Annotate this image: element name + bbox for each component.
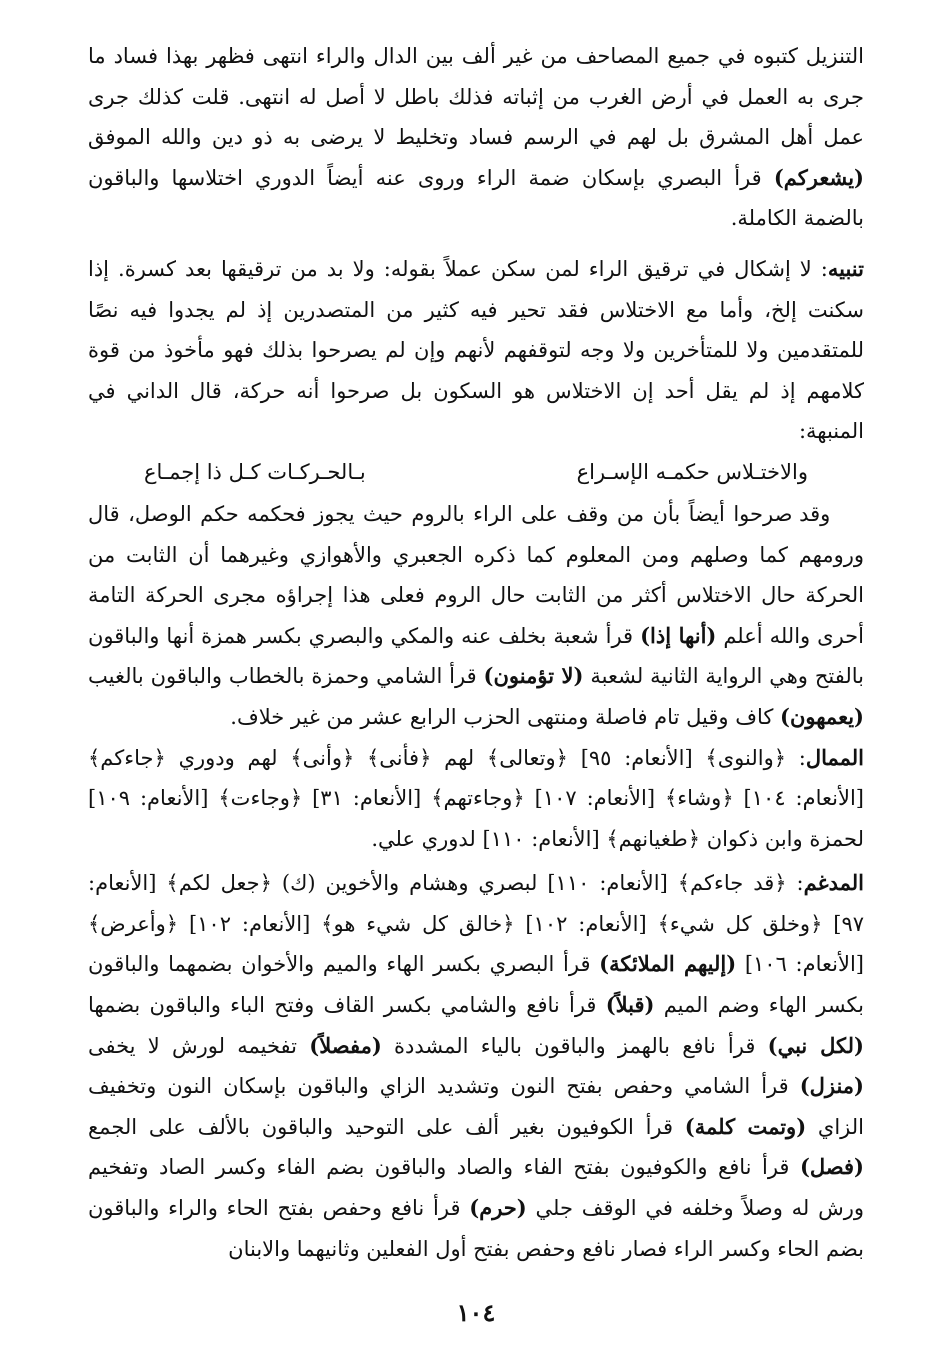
term-ilayhim-almalaika: (إليهم الملائكة) <box>599 951 737 977</box>
mudgham-text-h: قرأ نافع والكوفيون بفتح الفاء والصاد والباقون بضم الفاء وكسر الصاد وتفخيم ورش له وصلاً وخلفه في الوقف جلي <box>88 1155 864 1221</box>
verse-first-hemistich: والاختـلاس حكمـه الإسـراع <box>576 459 808 484</box>
poetry-verse <box>88 452 864 494</box>
term-annaha-idha: (أنها إذا) <box>640 622 717 648</box>
term-mufassalan: (مفصلاً) <box>309 1032 382 1058</box>
term-yushirukum: (يشعركم) <box>773 164 864 190</box>
paragraph-opening <box>88 36 864 239</box>
term-wa-tammat-kalimah: (وتمت كلمة) <box>684 1113 807 1139</box>
term-yamahun: (يعمهون) <box>780 703 864 729</box>
mudgham-text-a: : ﴿قد جاءكم﴾ [الأنعام: ١١٠] لبصري وهشام والأخوين (ك) ﴿جعل لكم﴾ [الأنعام: ٩٧] ﴿وخلق كل شيء﴾ [الأنعام: ١٠٢] ﴿خالق كل شيء هو﴾ [الأنعام: ١٠٢] ﴿وأعرض﴾ [الأنعام: ١٠٦] <box>88 871 864 977</box>
verse-second-hemistich: بـالحـركـات كـل ذا إجمـاع <box>144 459 366 484</box>
ikhtilas-text-c: قرأ الشامي وحمزة بالخطاب والباقون بالغيب <box>88 664 484 689</box>
term-harrama: (حرم) <box>469 1195 527 1221</box>
mudgham-text-g: قرأ الكوفيون بغير ألف على التوحيد والباقون بالألف على الجمع <box>88 1114 685 1139</box>
paragraph-opening-tail: قرأ البصري بإسكان ضمة الراء وروى عنه أيضاً الدوري اختلاسها والباقون بالضمة الكاملة. <box>88 165 864 231</box>
mudgham-text-i: قرأ نافع وحفص بفتح الحاء والراء والباقون بضم الحاء وكسر الراء فصار نافع وحفص بفتح أول الفعلين وثانيهما والابنان <box>88 1196 864 1261</box>
mudgham-text-d: قرأ نافع بالهمز والباقون بالياء المشددة <box>381 1033 768 1058</box>
tanbih-label: تنبيه <box>827 255 864 281</box>
term-fassala: (فصل) <box>799 1154 864 1180</box>
term-qubulan: (قبلاً) <box>605 992 655 1018</box>
ikhtilas-text-d: كاف وقيل تام فاصلة ومنتهى الحزب الرابع عشر من غير خلاف. <box>230 704 781 729</box>
mumal-label: الممال <box>805 744 864 770</box>
tanbih-text: : لا إشكال في ترقيق الراء لمن سكن عملاً بقوله: ولا بد من ترقيقها بعد كسرة. إذا سكنت إلخ، وأما مع الاختلاس فقد تحير فيه كثير من المتصدرين إذ لم يجدوا فيه نصًا للمتقدمين ولا للمتأخرين ولا وجه لتوقفهم لأنهم وإن لم يصرحوا بذلك فهو مأخوذ من قوة كلامهم إذ لم يقل أحد إن الاختلاس هو السكون بل صرحوا أنه حركة، قال الداني في المنبهة: <box>88 256 864 444</box>
paragraph-opening-text: التنزيل كتبوه في جميع المصاحف من غير ألف بين الدال والراء انتهى فظهر بهذا فساد ما جرى به العمل في أرض الغرب من إثباته فذلك باطل لا أصل له انتهى. قلت كذلك جرى عمل أهل المشرق بل لهم في الرسم فساد وتخليط لا يرضى به ذو دين والله الموفق <box>88 44 864 150</box>
mumal-text: : ﴿والنوى﴾ [الأنعام: ٩٥] ﴿وتعالى﴾ لهم ﴿فأنى﴾ ﴿وأنى﴾ لهم ودوري ﴿جاءكم﴾ [الأنعام: ١٠٤] ﴿وشاء﴾ [الأنعام: ١٠٧] ﴿وجاءتهم﴾ [الأنعام: ٣١] ﴿وجاءت﴾ [الأنعام: ١٠٩] لحمزة وابن ذكوان ﴿طغيانهم﴾ [الأنعام: ١١٠] لدوري علي. <box>88 745 865 851</box>
mudgham-text-f: قرأ الشامي وحفص بفتح النون وتشديد الزاي والباقون بإسكان النون وتخفيف الزاي <box>88 1074 864 1139</box>
mudgham-text-b: قرأ البصري بكسر الهاء والميم والأخوان بضمهما والباقون بكسر الهاء وضم الميم <box>88 952 864 1018</box>
page-number: ١٠٤ <box>456 1298 496 1327</box>
paragraph-tanbih <box>88 249 864 452</box>
paragraph-mudgham <box>88 863 864 1269</box>
page-body <box>88 36 864 1366</box>
ikhtilas-text-b: قرأ شعبة بخلف عنه والمكي والبصري بكسر همزة أنها والباقون بالفتح وهي الرواية الثانية لشعبة <box>88 623 864 689</box>
term-munazzal: (منزل) <box>799 1073 864 1099</box>
paragraph-ikhtilas <box>88 494 864 738</box>
paragraph-mumal <box>88 738 864 860</box>
mudgham-label: المدغم <box>803 870 864 896</box>
mudgham-text-c: قرأ نافع والشامي بكسر القاف وفتح الباء والباقون بضمها <box>88 993 606 1018</box>
term-la-tuminun: (لا تؤمنون) <box>483 663 584 689</box>
ikhtilas-text-a: وقد صرحوا أيضاً بأن من وقف على الراء بالروم حيث يجوز فحكمه حكم الوصل، قال ورومهم كما وصلهم ومن المعلوم كما ذكره الجعبري والأهوازي وغيرهما أن الثابت من الحركة حال الاختلاس أكثر من الثابت حال الروم فعلى هذا إجراؤه مجرى الحركة التامة أحرى والله أعلم <box>88 501 864 648</box>
term-likulli-nabiy: (لكل نبي) <box>767 1032 864 1058</box>
mudgham-text-e: تفخيمه لورش لا يخفى <box>88 1033 310 1058</box>
